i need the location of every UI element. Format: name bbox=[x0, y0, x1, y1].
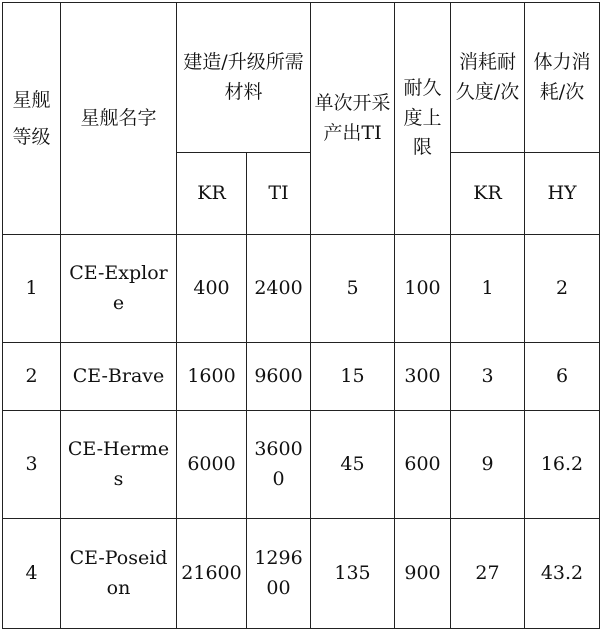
cell-name: CE-Explore bbox=[61, 235, 177, 343]
cell-durability-cost: 1 bbox=[451, 235, 525, 343]
cell-ti: 2400 bbox=[247, 235, 311, 343]
cell-stamina-cost: 43.2 bbox=[525, 519, 600, 629]
header-stamina-cost: 体力消耗/次 bbox=[525, 3, 600, 153]
cell-output: 5 bbox=[311, 235, 395, 343]
cell-stamina-cost: 2 bbox=[525, 235, 600, 343]
table-row bbox=[3, 235, 600, 343]
cell-durability-cost: 3 bbox=[451, 343, 525, 411]
cell-level: 1 bbox=[3, 235, 61, 343]
header-output: 单次开采产出TI bbox=[311, 3, 395, 235]
cell-durability-cost: 9 bbox=[451, 411, 525, 519]
cell-ti: 9600 bbox=[247, 343, 311, 411]
cell-level: 3 bbox=[3, 411, 61, 519]
header-durability-cost: 消耗耐久度/次 bbox=[451, 3, 525, 153]
cell-kr: 400 bbox=[177, 235, 247, 343]
cell-level: 2 bbox=[3, 343, 61, 411]
header-ti: TI bbox=[247, 153, 311, 235]
header-durability-cap: 耐久度上限 bbox=[395, 3, 451, 235]
header-row bbox=[3, 3, 600, 153]
cell-durability-cap: 600 bbox=[395, 411, 451, 519]
cell-durability-cost: 27 bbox=[451, 519, 525, 629]
table-row bbox=[3, 519, 600, 629]
cell-stamina-cost: 16.2 bbox=[525, 411, 600, 519]
cell-output: 45 bbox=[311, 411, 395, 519]
cell-output: 135 bbox=[311, 519, 395, 629]
cell-name: CE-Brave bbox=[61, 343, 177, 411]
cell-output: 15 bbox=[311, 343, 395, 411]
cell-name: CE-Poseidon bbox=[61, 519, 177, 629]
table-row bbox=[3, 343, 600, 411]
cell-durability-cap: 300 bbox=[395, 343, 451, 411]
cell-durability-cap: 900 bbox=[395, 519, 451, 629]
cell-durability-cap: 100 bbox=[395, 235, 451, 343]
header-kr: KR bbox=[177, 153, 247, 235]
table-row bbox=[3, 411, 600, 519]
header-durability-cost-unit: KR bbox=[451, 153, 525, 235]
cell-ti: 36000 bbox=[247, 411, 311, 519]
header-materials: 建造/升级所需材料 bbox=[177, 3, 311, 153]
header-name: 星舰名字 bbox=[61, 3, 177, 235]
header-stamina-cost-unit: HY bbox=[525, 153, 600, 235]
cell-level: 4 bbox=[3, 519, 61, 629]
cell-stamina-cost: 6 bbox=[525, 343, 600, 411]
cell-name: CE-Hermes bbox=[61, 411, 177, 519]
cell-kr: 1600 bbox=[177, 343, 247, 411]
starship-table bbox=[2, 2, 600, 629]
header-level: 星舰等级 bbox=[3, 3, 61, 235]
cell-kr: 6000 bbox=[177, 411, 247, 519]
cell-ti: 129600 bbox=[247, 519, 311, 629]
cell-kr: 21600 bbox=[177, 519, 247, 629]
